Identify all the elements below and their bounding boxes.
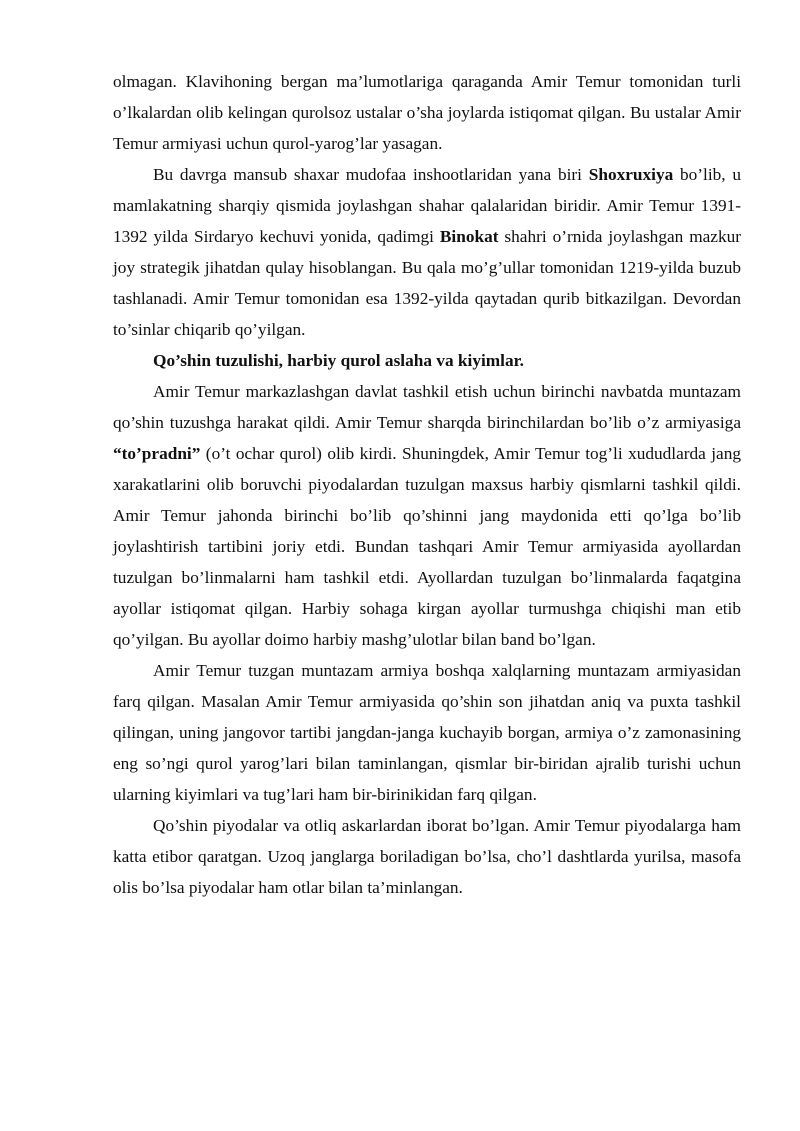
bold-term-shoxruxiya: Shoxruxiya [588, 165, 674, 184]
paragraph-text: Bu davrga mansub shaxar mudofaa inshootlaridan yana biri [153, 165, 589, 184]
paragraph-shoxruxiya [113, 159, 741, 345]
bold-term-binokat: Binokat [439, 227, 499, 246]
section-heading [113, 345, 741, 376]
paragraph-regular-army [113, 655, 741, 810]
paragraph-infantry-cavalry [113, 810, 741, 903]
paragraph-1 [113, 66, 741, 159]
paragraph-text: shahri o’rnida joylashgan mazkur joy strategik jihatdan qulay hisoblangan. Bu qala mo’g’ullar tomonidan 1219-yilda buzub tashlanadi. Amir Temur tomonidan esa 1392-yilda qaytadan qurib bitkazilgan. Devordan to’sinlar chiqarib qo’yilgan. [113, 227, 742, 339]
section-heading-text: Qo’shin tuzulishi, harbiy qurol aslaha va kiyimlar. [153, 351, 525, 370]
paragraph-text: olmagan. Klavihoning bergan ma’lumotlariga qaraganda Amir Temur tomonidan turli o’lkalardan olib kelingan qurolsoz ustalar o’sha joylarda istiqomat qilgan. Bu ustalar Amir Temur armiyasi uchun qurol-yarog’lar yasagan. [113, 72, 741, 153]
bold-term-topradni: “to’pradni” [113, 444, 201, 463]
paragraph-army-structure [113, 376, 741, 655]
paragraph-text: bo’lib, u mamlakatning sharqiy qismida joylashgan shahar qalalaridan biridir. Amir Temur 1391-1392 yilda Sirdaryo kechuvi yonida, qadimgi [113, 165, 741, 246]
paragraph-text: Amir Temur tuzgan muntazam armiya boshqa xalqlarning muntazam armiyasidan farq qilgan. Masalan Amir Temur armiyasida qo’shin son jihatdan aniq va puxta tashkil qilingan, uning jangovor tartibi jangdan-janga kuchayib borgan, armiya o’z zamonasining eng so’ngi qurol yarog’lari bilan taminlangan, qismlar bir-biridan ajralib turishi uchun ularning kiyimlari va tug’lari ham bir-birinikidan farq qilgan. [113, 661, 741, 804]
document-page [113, 66, 741, 903]
paragraph-text: Qo’shin piyodalar va otliq askarlardan iborat bo’lgan. Amir Temur piyodalarga ham katta etibor qaratgan. Uzoq janglarga boriladigan bo’lsa, cho’l dashtlarda yurilsa, masofa olis bo’lsa piyodalar ham otlar bilan ta’minlangan. [113, 816, 741, 897]
paragraph-text: (o’t ochar qurol) olib kirdi. Shuningdek, Amir Temur tog’li xududlarda jang xarakatlarini olib boruvchi piyodalardan tuzulgan maxsus harbiy qismlarni tashkil qildi. Amir Temur jahonda birinchi bo’lib qo’shinni jang maydonida etti qo’lga bo’lib joylashtirish tartibini joriy etdi. Bundan tashqari Amir Temur armiyasida ayollardan tuzulgan bo’linmalarni ham tashkil etdi. Ayollardan tuzulgan bo’linmalarda faqatgina ayollar istiqomat qilgan. Harbiy sohaga kirgan ayollar turmushga chiqishi man etib qo’yilgan. Bu ayollar doimo harbiy mashg’ulotlar bilan band bo’lgan. [113, 444, 741, 649]
paragraph-text: Amir Temur markazlashgan davlat tashkil etish uchun birinchi navbatda muntazam qo’shin tuzushga harakat qildi. Amir Temur sharqda birinchilardan bo’lib o’z armiyasiga [113, 382, 741, 432]
